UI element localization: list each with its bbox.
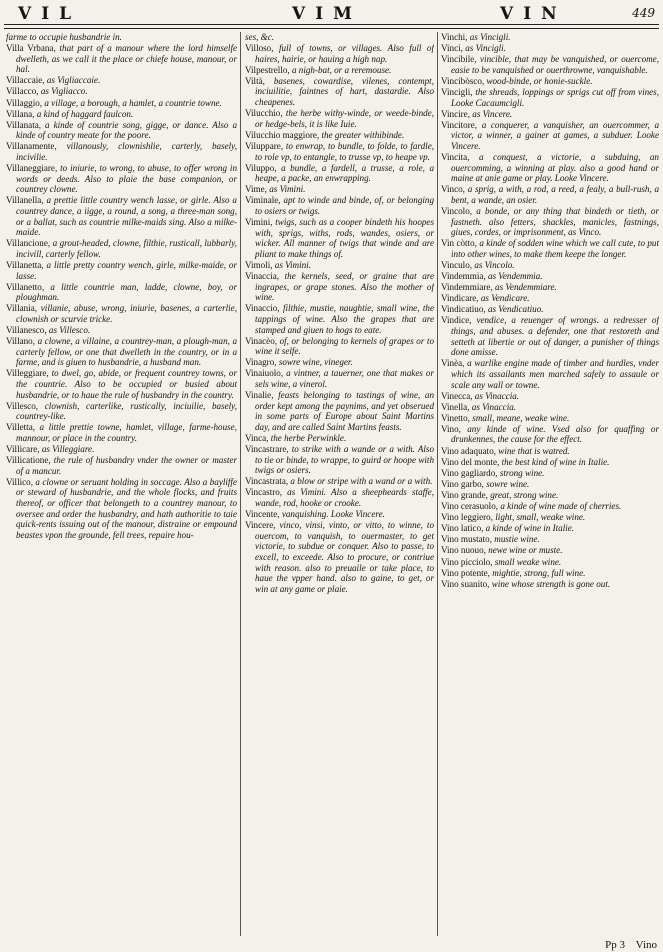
dictionary-entry — [441, 304, 659, 315]
headword: Villicare, — [6, 444, 40, 455]
definition: a little pretty country wench, girle, milke-maide, or lasse. — [16, 259, 237, 281]
definition: a conquest, a victorie, a subduing, an ouercomming, a winning at play. also a good hand or maine at anie game or play. Looke Vincere. — [451, 152, 659, 184]
definition: as Vincigli. — [469, 32, 511, 42]
dictionary-entry — [6, 32, 237, 43]
definition: as Vimini. — [274, 259, 311, 270]
column-middle — [245, 32, 434, 936]
dictionary-entry — [245, 509, 434, 520]
definition: as Vigliaccaie. — [46, 75, 101, 86]
page-number: 449 — [632, 6, 655, 20]
dictionary-entry — [6, 336, 237, 368]
dictionary-entry — [441, 315, 659, 357]
headword: Vinco, — [441, 184, 465, 195]
definition: the herbe withy-winde, or weede-binde, or hedge-bels, it is like Iuie. — [255, 108, 434, 129]
definition: to iniurie, to wrong, to abuse, to offer wrong in words or deeds. Also to plaie the base companion, or countrey clowne. — [16, 163, 237, 195]
dictionary-entry — [245, 390, 434, 432]
dictionary-entry — [6, 477, 237, 541]
running-head-left: VIL — [18, 4, 82, 24]
dictionary-entry — [441, 358, 659, 390]
dictionary-entry — [441, 206, 659, 238]
definition: a little prettie towne, hamlet, village, farme-house, mannour, or place in the country. — [16, 422, 237, 443]
headword: Vindice, — [441, 315, 472, 326]
headword: Vincastrare, — [245, 444, 289, 455]
dictionary-entry — [245, 444, 434, 476]
headword: Vino, — [441, 423, 461, 434]
dictionary-entry — [6, 86, 237, 97]
dictionary-entry — [245, 184, 434, 195]
headword: Vincere, — [245, 520, 276, 531]
dictionary-entry — [441, 32, 659, 43]
headword: Vinella, — [441, 401, 470, 412]
dictionary-entry — [441, 512, 659, 523]
dictionary-entry — [6, 444, 237, 455]
headword: Vinacèo, — [245, 335, 278, 346]
dictionary-entry — [6, 303, 237, 324]
headword: Vino leggiero, — [441, 512, 493, 523]
definition: a clowne, a villaine, a countrey-man, a plough-man, a carterly fellow, or one that dwelleth in the country, or in a farme, and is giuen to husbandrie, a husband man. — [16, 336, 237, 368]
definition: a kinde of countrie song, gigge, or dance. Also a kinde of country meate for the poore. — [16, 119, 237, 141]
headword: Vino garbo, — [441, 478, 484, 489]
headword: Vincibòsco, — [441, 75, 485, 86]
definition: as Vinaccia. — [471, 401, 517, 412]
definition: a prettie little country wench lasse, or girle. Also a countrey dance, a iigge, a round, a song, a three-man song, or a ballat, such as countrie milke-maids sing. Also a milke-maide. — [16, 195, 237, 238]
dictionary-entry — [6, 260, 237, 281]
definition: a little countrie man, ladde, clowne, boy, or ploughman. — [16, 281, 237, 303]
headword: Vilucchio, — [245, 108, 283, 119]
dictionary-entry — [6, 368, 237, 400]
dictionary-entry — [245, 108, 434, 129]
dictionary-entry — [6, 422, 237, 443]
headword: Vinaccio, — [245, 303, 280, 314]
headword: Vincastro, — [245, 487, 283, 498]
headword: Viminale, — [245, 195, 281, 206]
headword: Vino potente, — [441, 567, 490, 578]
definition: twigs, such as a cooper bindeth his hoopes with, sprigs, withs, rods, wandes, osiers, or wicker. All manner of twigs that winde and are pliant to make things of. — [255, 217, 434, 259]
headword: Vimini, — [245, 217, 273, 228]
headword: Vime, — [245, 184, 267, 195]
dictionary-entry — [441, 54, 659, 75]
headword: Vincire, — [441, 108, 470, 119]
definition: sowre wine. — [486, 478, 530, 489]
headword: Vino adaquato, — [441, 445, 497, 456]
dictionary-entry — [441, 184, 659, 205]
definition: a grout-headed, clowne, filthie, rusticall, lubbarly, incivill, carterly fellow. — [16, 238, 237, 259]
headword: Villanamente, — [6, 141, 57, 152]
definition: as Vincolo. — [474, 259, 515, 270]
definition: full of towns, or villages. Also full of haires, hairie, or hauing a high nap. — [255, 43, 434, 64]
headword: Villanella, — [6, 195, 44, 206]
dictionary-entry — [441, 391, 659, 402]
dictionary-entry — [441, 293, 659, 304]
definition: great, strong wine. — [490, 489, 559, 500]
definition: a kinde of wine in Italie. — [485, 523, 575, 534]
headword: Vilpestrello, — [245, 64, 290, 75]
headword: Vino grande, — [441, 489, 488, 500]
dictionary-entry — [441, 479, 659, 490]
headword: Vincigli, — [441, 86, 473, 97]
column-divider-2 — [437, 32, 438, 936]
dictionary-entry — [441, 557, 659, 568]
definition: the kernels, seed, or graine that are ingrapes, or grape stones. Also the mother of wine. — [255, 271, 434, 303]
dictionary-entry — [245, 487, 434, 508]
column-right — [441, 32, 659, 936]
dictionary-entry — [441, 87, 659, 108]
definition: the greater withibinde. — [321, 129, 405, 140]
definition: vinco, vinsi, vinto, or vitto, to winne, to ouercom, to vanquish, to ouermaster, to get victorie, to subdue or conquer. Also to passe, to excell, to exceede. Also to procure, or contriue with reason. also to preuaile or take place, to haue the vpper hand. also to gaine, to get, or win at any game or plaie. — [255, 520, 434, 594]
dictionary-entry — [441, 490, 659, 501]
dictionary-entry — [6, 141, 237, 162]
definition: villanously, clownishlie, carterly, basely, incivilie. — [16, 141, 237, 163]
definition: any kinde of wine. Vsed also for quaffing or drunkennes, the cause for the effect. — [451, 423, 659, 445]
headword: Villa Vrbana, — [6, 43, 56, 54]
dictionary-entry — [6, 43, 237, 75]
headword: Vindemmia, — [441, 271, 486, 282]
headword: Vinecca, — [441, 390, 473, 401]
headword: Villanata, — [6, 119, 42, 130]
definition: a nigh-bat, or a reremouse. — [291, 64, 392, 75]
definition: clownish, carterlike, rustically, inciuilie, basely, countrey-like. — [16, 400, 237, 422]
dictionary-entry — [6, 282, 237, 303]
definition: strong wine. — [499, 467, 545, 478]
headword: Villeggiare, — [6, 368, 49, 379]
dictionary-entry — [441, 523, 659, 534]
definition: as Vimini. Also a sheepheards staffe, wande, rod, hooke or crooke. — [255, 487, 434, 509]
headword: Viluppo, — [245, 162, 277, 173]
definition: the shreads, loppings or sprigs cut off from vines, Looke Cacaumcigli. — [451, 86, 659, 108]
headword: Vinalie, — [245, 390, 274, 401]
definition: villanie, abuse, wrong, iniurie, basenes, a carterlie, clownish or scurvie tricke. — [16, 303, 237, 324]
dictionary-entry — [6, 98, 237, 109]
dictionary-entry — [6, 455, 237, 476]
definition: a kinde of wine made of cherries. — [500, 501, 622, 512]
definition: a clowne or seruant holding in soccage. Also a bayliffe or steward of husbandrie, and the whole flocks, and fruits thereof, or officer that belongeth to a countrey manour, to oversee and order the husbandry, and hath authoritie to taie quick-rents issuing out of the manour, distraine or empound beastes vpon the grounde, fell trees, repaire hou- — [16, 476, 237, 540]
headword: Vinca, — [245, 432, 269, 443]
dictionary-entry — [6, 163, 237, 195]
headword: Vino latico, — [441, 523, 484, 534]
headword: Vinaccia, — [245, 271, 280, 282]
headword: Villaggio, — [6, 97, 43, 108]
dictionary-entry — [245, 303, 434, 335]
definition: to enwrap, to bundle, to folde, to fardle, to role vp, to entangle, to trusse vp, to heape vp. — [255, 140, 434, 162]
definition: a conquerer, a vanquisher, an ouercommer, a victor, a winner, a gainer at games, a subduer. Looke Vincere. — [451, 119, 659, 151]
headword: Vindemmiare, — [441, 282, 493, 293]
dictionary-entry — [6, 120, 237, 141]
definition: to dwel, go, abide, or frequent countrey towns, or the countrie. Also to be occupied or busied about husbandrie, or to haue the rule of husbandry in the country. — [16, 368, 237, 400]
dictionary-entry — [245, 433, 434, 444]
dictionary-entry — [6, 195, 237, 237]
dictionary-entry — [441, 120, 659, 152]
headword: Vincitore, — [441, 119, 478, 130]
definition: feasts belonging to tastings of wine, an order kept among the paynims, and yet obserued in some parts of Europe about Saint Martins day, and are called Saint Martins feasts. — [255, 390, 434, 432]
column-divider-1 — [240, 32, 241, 936]
dictionary-entry — [441, 534, 659, 545]
running-head-center: VIM — [292, 4, 362, 24]
headword: Vinetto, — [441, 412, 471, 423]
headword: Vindicare, — [441, 293, 479, 304]
definition: a bonde, or any thing that bindeth or tieth, or fastneth. also fetters, shackles, manicles, fastnings, giues, cordes, or imprisonment, as Vinco. — [451, 206, 659, 238]
headword: Vinaiuolo, — [245, 368, 284, 379]
headword: Villicatione, — [6, 455, 51, 466]
headword: Vindicatiuo, — [441, 304, 486, 315]
headword: Vinci, — [441, 43, 463, 54]
headword: Villaccaie, — [6, 75, 45, 86]
definition: as Vendicatiuo. — [487, 304, 544, 315]
headword: Vino picciolo, — [441, 556, 493, 567]
headword: Vino mustato, — [441, 534, 492, 545]
definition: small weake wine. — [494, 556, 562, 567]
column-left — [6, 32, 237, 936]
headword: Viluppare, — [245, 140, 284, 151]
header-rule-bottom — [4, 28, 659, 29]
definition: mightie, strong, full wine. — [492, 567, 586, 578]
dictionary-entry — [245, 65, 434, 76]
definition: vendice, a reuenger of wrongs. a redresser of things, and abuses. a defender, one that restoreth and setteth at libertie or out of danger, a punisher of things done amisse. — [451, 315, 659, 358]
definition: mustie wine. — [494, 534, 540, 545]
dictionary-entry — [245, 141, 434, 162]
headword: Villaneggiare, — [6, 163, 58, 174]
headword: Villana, — [6, 108, 35, 119]
headword: Villano, — [6, 336, 36, 347]
dictionary-entry — [6, 325, 237, 336]
headword: Villetta, — [6, 422, 35, 433]
dictionary-entry — [441, 457, 659, 468]
dictionary-entry — [441, 282, 659, 293]
headword: Vino cerasuolo, — [441, 501, 499, 512]
definition: wood-binde, or honie-suckle. — [486, 75, 593, 86]
definition: vanquishing. Looke Vincere. — [281, 509, 385, 520]
dictionary-entry — [441, 468, 659, 479]
headword: Viltà, — [245, 75, 265, 86]
dictionary-entry — [245, 130, 434, 141]
headword: Vincastrata, — [245, 476, 289, 487]
dictionary-entry — [441, 271, 659, 282]
definition: as Vinaccia. — [474, 390, 520, 401]
definition: as Vendemmiare. — [495, 282, 557, 293]
headword: Villico, — [6, 476, 33, 487]
dictionary-entry — [441, 424, 659, 445]
dictionary-entry — [245, 217, 434, 259]
running-head-right: VIN — [500, 4, 567, 24]
dictionary-entry — [245, 336, 434, 357]
headword: Vincita, — [441, 152, 470, 163]
definition: apt to winde and binde, of, or belonging to osiers or twigs. — [255, 195, 434, 216]
definition: a kind of haggard faulcon. — [36, 108, 134, 119]
headword: Vimoli, — [245, 259, 273, 270]
dictionary-entry — [245, 520, 434, 594]
headword: Villoso, — [245, 43, 274, 54]
definition: the herbe Perwinkle. — [270, 432, 347, 443]
dictionary-entry — [441, 579, 659, 590]
headword: Vinagro, — [245, 357, 277, 368]
definition: a blow or stripe with a wand or a with. — [290, 476, 433, 487]
definition: of, or belonging to kernels of grapes or to wine it selfe. — [255, 335, 434, 357]
definition: ses, &c. — [245, 32, 275, 42]
dictionary-entry — [245, 195, 434, 216]
definition: the rule of husbandry vnder the owner or master of a mancur. — [16, 455, 237, 476]
definition: a vintner, a tauerner, one that makes or sels wine, a vinerol. — [255, 368, 434, 389]
headword: Vilucchio maggiore, — [245, 129, 320, 140]
dictionary-entry — [441, 109, 659, 120]
definition: to strike with a wande or a with. Also to tie or binde, to wrappe, to guird or hoope with twigs or osiers. — [255, 444, 434, 476]
definition: wine whose strength is gone out. — [491, 578, 611, 589]
headword: Vino gagliardo, — [441, 467, 498, 478]
headword: Vin còtto, — [441, 238, 477, 249]
dictionary-entry — [245, 357, 434, 368]
definition: filthie, mustie, naughtie, small wine, the tappings of wine. Also the grapes that are stamped and giuen to hogs to eate. — [255, 303, 434, 335]
definition: a kinde of sodden wine which we call cute, to put into other wines, to make them keepe the longer. — [451, 238, 659, 259]
headword: Vino suanito, — [441, 578, 490, 589]
definition: as Villeggiare. — [41, 444, 95, 455]
headword: Villania, — [6, 303, 38, 314]
headword: Vinchi, — [441, 32, 468, 42]
definition: a bundle, a fardell, a trusse, a role, a heape, a packe, an enwrapping. — [255, 162, 434, 184]
dictionary-entry — [245, 476, 434, 487]
definition: as Villesco. — [48, 325, 91, 336]
definition: a sprig, a with, a rod, a reed, a fealy, a bull-rush, a bent, a wande, an osier. — [451, 184, 659, 205]
headword: Vinèa, — [441, 358, 465, 369]
definition: a warlike engine made of timber and hurdles, vnder which its assailants men marched safely to assaule or scale any wall or towne. — [451, 358, 659, 390]
headword: Vino nuouo, — [441, 545, 486, 556]
dictionary-entry — [441, 413, 659, 424]
definition: farme to occupie husbandrie in. — [6, 32, 122, 42]
dictionary-entry — [441, 446, 659, 457]
dictionary-entry — [441, 545, 659, 556]
definition: light, small, weake wine. — [495, 512, 586, 523]
headword: Villanesco, — [6, 325, 47, 336]
definition: newe wine or muste. — [488, 545, 563, 556]
headword: Villancione, — [6, 238, 51, 249]
signature-mark: Pp 3 — [605, 939, 625, 951]
dictionary-entry — [245, 76, 434, 108]
header-rule-top — [4, 24, 659, 25]
dictionary-entry — [441, 76, 659, 87]
headword: Villanetta, — [6, 259, 44, 270]
dictionary-entry — [245, 368, 434, 389]
dictionary-entry — [6, 238, 237, 259]
dictionary-entry — [441, 238, 659, 259]
definition: small, meane, weake wine. — [472, 412, 570, 423]
dictionary-entry — [245, 163, 434, 184]
dictionary-entry — [245, 32, 434, 43]
headword: Vino del monte, — [441, 456, 500, 467]
dictionary-entry — [245, 271, 434, 303]
headword: Villesco, — [6, 400, 39, 411]
headword: Vinculo, — [441, 259, 473, 270]
definition: that part of a manour where the lord himselfe dwelleth, as we call it the place or chiefe house, manour, or hal. — [16, 43, 237, 75]
definition: the best kind of wine in Italie. — [501, 456, 610, 467]
dictionary-entry — [6, 109, 237, 120]
headword: Vincente, — [245, 509, 280, 520]
definition: basenes, cowardise, vilenes, contempt, inciuilitie, faintnes of hart, dastardie. Also cheapenes. — [255, 75, 434, 108]
definition: vincible, that may be vanquished, or ouercome, easie to be vanquished or ouerthrowne, vanquishable. — [451, 54, 659, 75]
dictionary-entry — [6, 401, 237, 422]
definition: wine that is watred. — [498, 445, 570, 456]
headword: Villanetto, — [6, 281, 45, 292]
definition: as Vincigli. — [465, 43, 506, 54]
definition: a village, a borough, a hamlet, a countrie towne. — [44, 97, 222, 108]
headword: Vincibile, — [441, 54, 477, 65]
definition: as Vincere. — [472, 108, 513, 119]
dictionary-entry — [441, 568, 659, 579]
dictionary-entry — [441, 260, 659, 271]
dictionary-entry — [6, 75, 237, 86]
dictionary-entry — [441, 402, 659, 413]
dictionary-entry — [441, 43, 659, 54]
dictionary-entry — [441, 152, 659, 184]
dictionary-entry — [441, 501, 659, 512]
definition: sowre wine, vineger. — [278, 357, 353, 368]
definition: as Vimini. — [269, 184, 306, 195]
headword: Vincolo, — [441, 206, 473, 216]
catchword: Vino — [635, 939, 657, 951]
headword: Villacco, — [6, 86, 39, 97]
definition: as Vigliacco. — [40, 86, 88, 97]
dictionary-entry — [245, 43, 434, 64]
definition: as Vendemmia. — [487, 271, 543, 282]
dictionary-entry — [245, 260, 434, 271]
definition: as Vendicare. — [480, 293, 530, 304]
